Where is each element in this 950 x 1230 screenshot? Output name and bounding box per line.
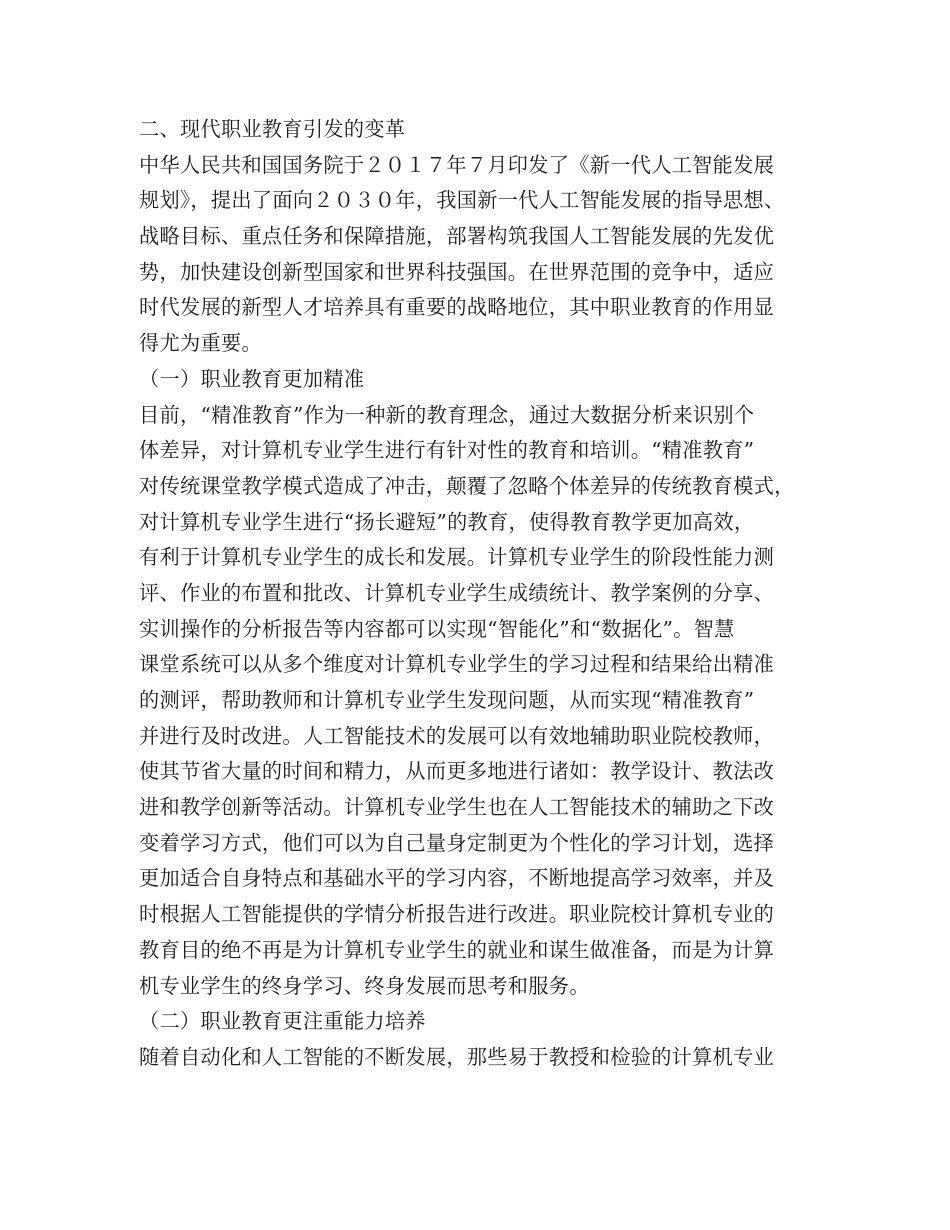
paragraph-line: 战略目标、重点任务和保障措施，部署构筑我国人工智能发展的先发优 bbox=[139, 224, 775, 249]
section-heading: 二、现代职业教育引发的变革 bbox=[139, 117, 406, 141]
paragraph-line: 对传统课堂教学模式造成了冲击，颠覆了忽略个体差异的传统教育模式， bbox=[139, 473, 795, 498]
paragraph-line: 得尤为重要。 bbox=[139, 331, 262, 356]
subsection-heading: （一）职业教育更加精准 bbox=[139, 366, 365, 391]
paragraph-line: 随着自动化和人工智能的不断发展，那些易于教授和检验的计算机专业 bbox=[139, 1044, 775, 1069]
paragraph-line: 对计算机专业学生进行“扬长避短”的教育，使得教育教学更加高效， bbox=[139, 509, 755, 534]
paragraph-line: 评、作业的布置和批改、计算机专业学生成绩统计、教学案例的分享、 bbox=[139, 580, 775, 605]
paragraph-line: 使其节省大量的时间和精力，从而更多地进行诸如：教学设计、教法改 bbox=[139, 759, 775, 784]
paragraph-line: 目前，“精准教育”作为一种新的教育理念，通过大数据分析来识别个 bbox=[139, 402, 755, 427]
paragraph-line: 时根据人工智能提供的学情分析报告进行改进。职业院校计算机专业的 bbox=[139, 902, 775, 927]
paragraph-line: 有利于计算机专业学生的成长和发展。计算机专业学生的阶段性能力测 bbox=[139, 545, 775, 570]
paragraph-line: 实训操作的分析报告等内容都可以实现“智能化”和“数据化”。智慧 bbox=[139, 616, 735, 641]
subsection-heading: （二）职业教育更注重能力培养 bbox=[139, 1009, 426, 1034]
paragraph-line: 课堂系统可以从多个维度对计算机专业学生的学习过程和结果给出精准 bbox=[139, 652, 775, 677]
paragraph-line: 的测评，帮助教师和计算机专业学生发现问题，从而实现“精准教育” bbox=[139, 688, 755, 712]
paragraph-line: 进和教学创新等活动。计算机专业学生也在人工智能技术的辅助之下改 bbox=[139, 795, 775, 820]
paragraph-line: 机专业学生的终身学习、终身发展而思考和服务。 bbox=[139, 973, 590, 998]
document-body bbox=[139, 112, 829, 1076]
paragraph-line: 并进行及时改进。人工智能技术的发展可以有效地辅助职业院校教师， bbox=[139, 723, 775, 748]
paragraph-line: 更加适合自身特点和基础水平的学习内容，不断地提高学习效率，并及 bbox=[139, 866, 775, 891]
paragraph-line: 中华人民共和国国务院于２０１７年７月印发了《新一代人工智能发展 bbox=[139, 152, 775, 177]
paragraph-line: 教育目的绝不再是为计算机专业学生的就业和谋生做准备，而是为计算 bbox=[139, 937, 775, 962]
paragraph-line: 势，加快建设创新型国家和世界科技强国。在世界范围的竞争中，适应 bbox=[139, 259, 775, 284]
paragraph-line: 体差异，对计算机专业学生进行有针对性的教育和培训。“精准教育” bbox=[139, 438, 755, 463]
paragraph-line: 时代发展的新型人才培养具有重要的战略地位，其中职业教育的作用显 bbox=[139, 295, 775, 320]
paragraph-line: 规划》，提出了面向２０３０年，我国新一代人工智能发展的指导思想、 bbox=[139, 188, 785, 213]
paragraph-line: 变着学习方式，他们可以为自己量身定制更为个性化的学习计划，选择 bbox=[139, 830, 775, 855]
